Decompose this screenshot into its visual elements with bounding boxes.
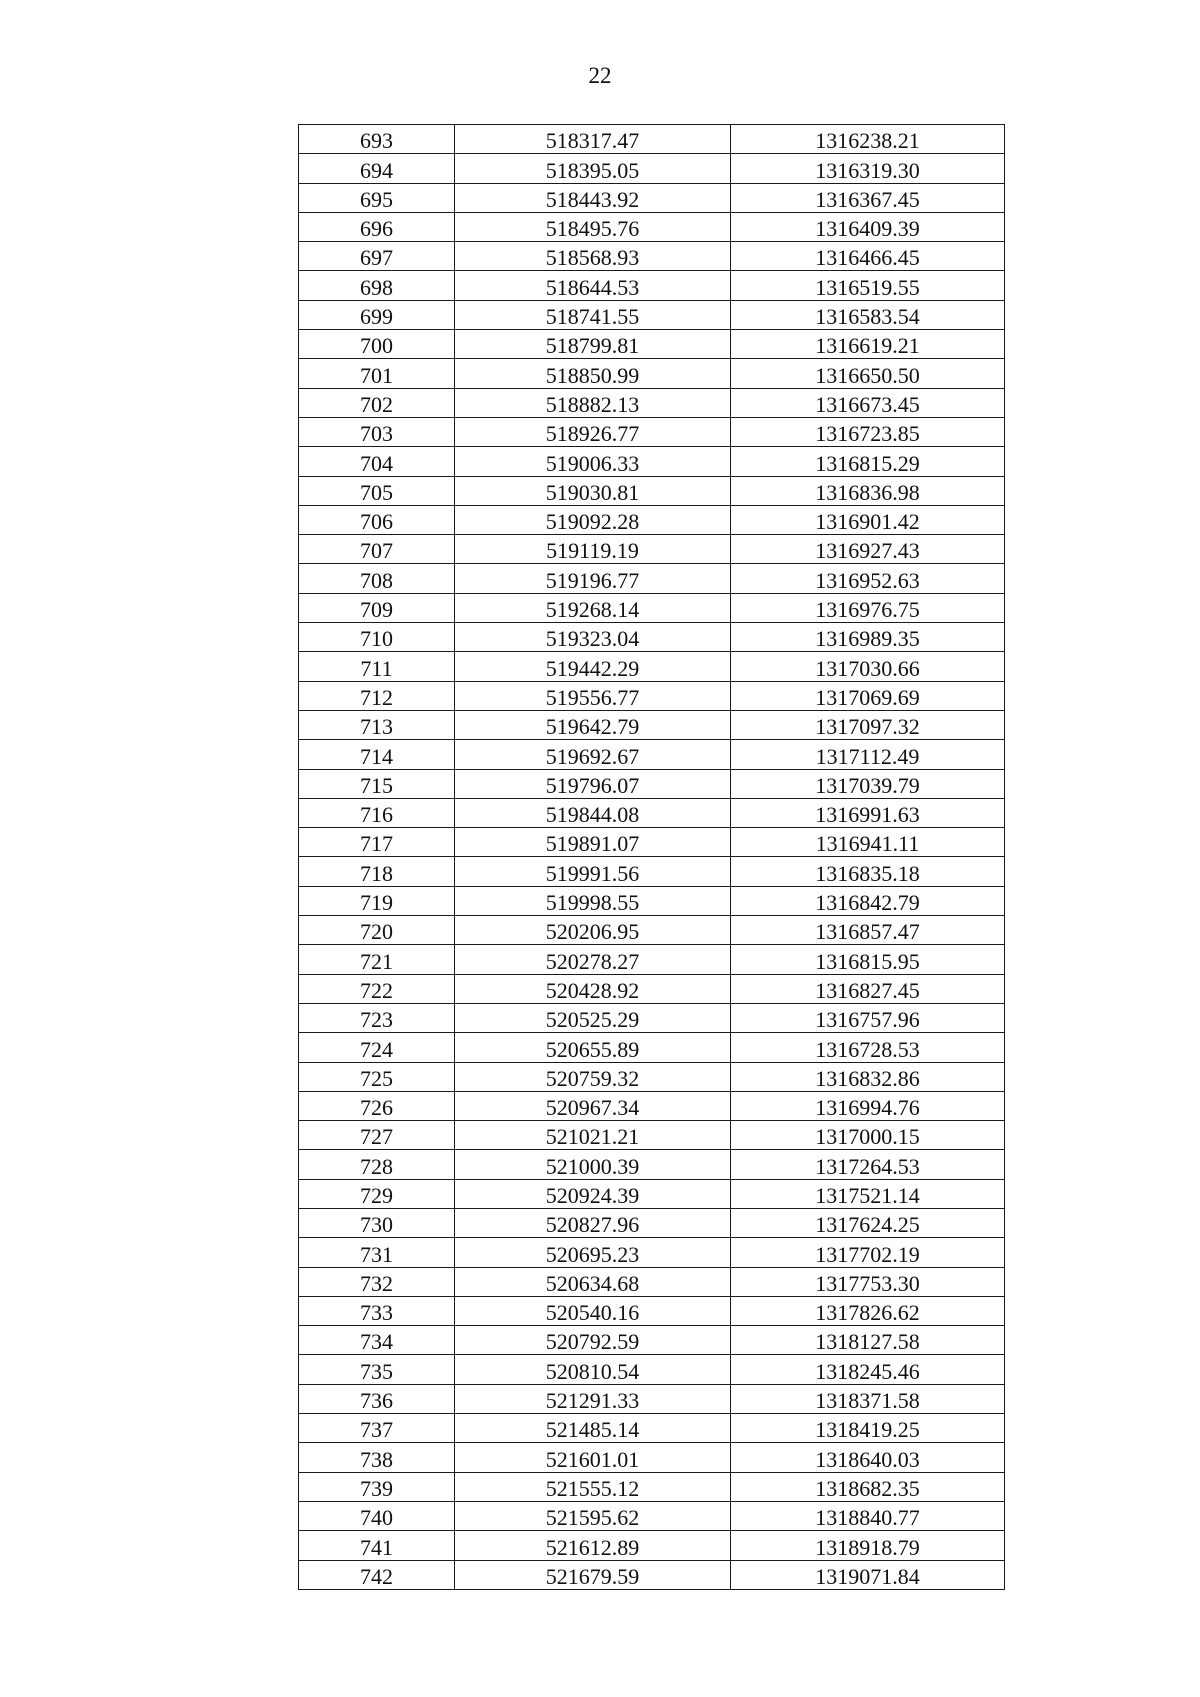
x-coordinate-cell: 519442.29 [455,652,731,681]
point-number-cell: 715 [299,769,455,798]
x-coordinate-cell: 520206.95 [455,916,731,945]
point-number-cell: 704 [299,447,455,476]
x-coordinate-cell: 519092.28 [455,505,731,534]
table-row [299,681,1005,710]
table-row [299,1267,1005,1296]
y-coordinate-cell: 1317069.69 [731,681,1005,710]
point-number-cell: 721 [299,945,455,974]
table-row [299,212,1005,241]
y-coordinate-cell: 1316466.45 [731,242,1005,271]
x-coordinate-cell: 519323.04 [455,623,731,652]
table-row [299,359,1005,388]
point-number-cell: 705 [299,476,455,505]
y-coordinate-cell: 1316319.30 [731,154,1005,183]
x-coordinate-cell: 520810.54 [455,1355,731,1384]
x-coordinate-cell: 520278.27 [455,945,731,974]
y-coordinate-cell: 1318371.58 [731,1384,1005,1413]
x-coordinate-cell: 520634.68 [455,1267,731,1296]
y-coordinate-cell: 1317753.30 [731,1267,1005,1296]
x-coordinate-cell: 518741.55 [455,300,731,329]
y-coordinate-cell: 1316815.29 [731,447,1005,476]
table-row [299,183,1005,212]
point-number-cell: 729 [299,1179,455,1208]
table-row [299,1003,1005,1032]
y-coordinate-cell: 1316815.95 [731,945,1005,974]
table-row [299,505,1005,534]
y-coordinate-cell: 1317030.66 [731,652,1005,681]
point-number-cell: 733 [299,1296,455,1325]
y-coordinate-cell: 1318419.25 [731,1414,1005,1443]
x-coordinate-cell: 519030.81 [455,476,731,505]
table-row [299,242,1005,271]
x-coordinate-cell: 519268.14 [455,593,731,622]
x-coordinate-cell: 521595.62 [455,1501,731,1530]
point-number-cell: 735 [299,1355,455,1384]
table-row [299,652,1005,681]
y-coordinate-cell: 1316901.42 [731,505,1005,534]
point-number-cell: 722 [299,974,455,1003]
table-row [299,623,1005,652]
table-row [299,1091,1005,1120]
y-coordinate-cell: 1317097.32 [731,710,1005,739]
y-coordinate-cell: 1318918.79 [731,1531,1005,1560]
x-coordinate-cell: 519991.56 [455,857,731,886]
x-coordinate-cell: 521485.14 [455,1414,731,1443]
table-row [299,1296,1005,1325]
point-number-cell: 716 [299,798,455,827]
y-coordinate-cell: 1316367.45 [731,183,1005,212]
y-coordinate-cell: 1316827.45 [731,974,1005,1003]
point-number-cell: 710 [299,623,455,652]
y-coordinate-cell: 1316757.96 [731,1003,1005,1032]
x-coordinate-cell: 518495.76 [455,212,731,241]
table-row [299,1062,1005,1091]
point-number-cell: 739 [299,1472,455,1501]
y-coordinate-cell: 1316723.85 [731,417,1005,446]
x-coordinate-cell: 521000.39 [455,1150,731,1179]
x-coordinate-cell: 520655.89 [455,1033,731,1062]
y-coordinate-cell: 1316976.75 [731,593,1005,622]
table-row [299,1355,1005,1384]
x-coordinate-cell: 518882.13 [455,388,731,417]
table-row [299,1208,1005,1237]
point-number-cell: 707 [299,535,455,564]
y-coordinate-cell: 1316650.50 [731,359,1005,388]
point-number-cell: 697 [299,242,455,271]
x-coordinate-cell: 519891.07 [455,828,731,857]
point-number-cell: 713 [299,710,455,739]
x-coordinate-cell: 519642.79 [455,710,731,739]
x-coordinate-cell: 519006.33 [455,447,731,476]
table-row [299,1560,1005,1589]
point-number-cell: 694 [299,154,455,183]
y-coordinate-cell: 1316832.86 [731,1062,1005,1091]
point-number-cell: 702 [299,388,455,417]
table-row [299,564,1005,593]
table-row [299,1472,1005,1501]
table-row [299,886,1005,915]
x-coordinate-cell: 520759.32 [455,1062,731,1091]
table-row [299,271,1005,300]
y-coordinate-cell: 1318682.35 [731,1472,1005,1501]
point-number-cell: 719 [299,886,455,915]
point-number-cell: 695 [299,183,455,212]
point-number-cell: 723 [299,1003,455,1032]
y-coordinate-cell: 1316836.98 [731,476,1005,505]
x-coordinate-cell: 520525.29 [455,1003,731,1032]
x-coordinate-cell: 521021.21 [455,1121,731,1150]
x-coordinate-cell: 518568.93 [455,242,731,271]
x-coordinate-cell: 520967.34 [455,1091,731,1120]
x-coordinate-cell: 521679.59 [455,1560,731,1589]
table-row [299,154,1005,183]
table-row [299,974,1005,1003]
point-number-cell: 742 [299,1560,455,1589]
x-coordinate-cell: 518644.53 [455,271,731,300]
y-coordinate-cell: 1318840.77 [731,1501,1005,1530]
x-coordinate-cell: 519119.19 [455,535,731,564]
page-number: 22 [588,63,612,88]
point-number-cell: 725 [299,1062,455,1091]
point-number-cell: 728 [299,1150,455,1179]
table-row [299,1414,1005,1443]
point-number-cell: 731 [299,1238,455,1267]
table-row [299,535,1005,564]
table-row [299,1443,1005,1472]
y-coordinate-cell: 1316994.76 [731,1091,1005,1120]
x-coordinate-cell: 521612.89 [455,1531,731,1560]
y-coordinate-cell: 1318127.58 [731,1326,1005,1355]
x-coordinate-cell: 518317.47 [455,125,731,154]
y-coordinate-cell: 1317264.53 [731,1150,1005,1179]
point-number-cell: 703 [299,417,455,446]
point-number-cell: 696 [299,212,455,241]
x-coordinate-cell: 519844.08 [455,798,731,827]
table-row [299,945,1005,974]
point-number-cell: 700 [299,330,455,359]
y-coordinate-cell: 1317702.19 [731,1238,1005,1267]
y-coordinate-cell: 1316619.21 [731,330,1005,359]
table-row [299,417,1005,446]
x-coordinate-cell: 519556.77 [455,681,731,710]
table-row [299,1326,1005,1355]
y-coordinate-cell: 1317000.15 [731,1121,1005,1150]
point-number-cell: 706 [299,505,455,534]
x-coordinate-cell: 518443.92 [455,183,731,212]
table-row [299,916,1005,945]
table-row [299,388,1005,417]
x-coordinate-cell: 518799.81 [455,330,731,359]
y-coordinate-cell: 1316673.45 [731,388,1005,417]
x-coordinate-cell: 520428.92 [455,974,731,1003]
point-number-cell: 740 [299,1501,455,1530]
point-number-cell: 711 [299,652,455,681]
point-number-cell: 730 [299,1208,455,1237]
coordinates-table [298,124,1005,1590]
table-row [299,710,1005,739]
y-coordinate-cell: 1316989.35 [731,623,1005,652]
y-coordinate-cell: 1316238.21 [731,125,1005,154]
point-number-cell: 714 [299,740,455,769]
point-number-cell: 736 [299,1384,455,1413]
table-row [299,1121,1005,1150]
point-number-cell: 720 [299,916,455,945]
y-coordinate-cell: 1318640.03 [731,1443,1005,1472]
y-coordinate-cell: 1316927.43 [731,535,1005,564]
point-number-cell: 718 [299,857,455,886]
x-coordinate-cell: 518850.99 [455,359,731,388]
table-row [299,857,1005,886]
point-number-cell: 737 [299,1414,455,1443]
x-coordinate-cell: 518926.77 [455,417,731,446]
x-coordinate-cell: 518395.05 [455,154,731,183]
y-coordinate-cell: 1316583.54 [731,300,1005,329]
table-row [299,1531,1005,1560]
table-row [299,740,1005,769]
y-coordinate-cell: 1316728.53 [731,1033,1005,1062]
table-row [299,1501,1005,1530]
y-coordinate-cell: 1317826.62 [731,1296,1005,1325]
y-coordinate-cell: 1316941.11 [731,828,1005,857]
x-coordinate-cell: 521601.01 [455,1443,731,1472]
y-coordinate-cell: 1316857.47 [731,916,1005,945]
x-coordinate-cell: 519796.07 [455,769,731,798]
point-number-cell: 701 [299,359,455,388]
x-coordinate-cell: 519692.67 [455,740,731,769]
x-coordinate-cell: 521555.12 [455,1472,731,1501]
y-coordinate-cell: 1316842.79 [731,886,1005,915]
x-coordinate-cell: 520695.23 [455,1238,731,1267]
table-row [299,476,1005,505]
table-row [299,1384,1005,1413]
x-coordinate-cell: 519998.55 [455,886,731,915]
point-number-cell: 698 [299,271,455,300]
x-coordinate-cell: 520540.16 [455,1296,731,1325]
table-row [299,125,1005,154]
table-row [299,300,1005,329]
table-row [299,1238,1005,1267]
x-coordinate-cell: 521291.33 [455,1384,731,1413]
point-number-cell: 717 [299,828,455,857]
y-coordinate-cell: 1316519.55 [731,271,1005,300]
point-number-cell: 727 [299,1121,455,1150]
point-number-cell: 712 [299,681,455,710]
y-coordinate-cell: 1316409.39 [731,212,1005,241]
table-row [299,447,1005,476]
y-coordinate-cell: 1317521.14 [731,1179,1005,1208]
y-coordinate-cell: 1316991.63 [731,798,1005,827]
table-row [299,1033,1005,1062]
x-coordinate-cell: 519196.77 [455,564,731,593]
point-number-cell: 732 [299,1267,455,1296]
point-number-cell: 724 [299,1033,455,1062]
y-coordinate-cell: 1317624.25 [731,1208,1005,1237]
table-row [299,798,1005,827]
table-row [299,330,1005,359]
x-coordinate-cell: 520827.96 [455,1208,731,1237]
y-coordinate-cell: 1316835.18 [731,857,1005,886]
table-row [299,1150,1005,1179]
y-coordinate-cell: 1317039.79 [731,769,1005,798]
table-row [299,828,1005,857]
table-row [299,1179,1005,1208]
x-coordinate-cell: 520792.59 [455,1326,731,1355]
point-number-cell: 693 [299,125,455,154]
y-coordinate-cell: 1319071.84 [731,1560,1005,1589]
x-coordinate-cell: 520924.39 [455,1179,731,1208]
y-coordinate-cell: 1316952.63 [731,564,1005,593]
coordinates-table-body [299,125,1005,1590]
point-number-cell: 741 [299,1531,455,1560]
table-row [299,769,1005,798]
point-number-cell: 726 [299,1091,455,1120]
point-number-cell: 738 [299,1443,455,1472]
y-coordinate-cell: 1318245.46 [731,1355,1005,1384]
point-number-cell: 709 [299,593,455,622]
table-row [299,593,1005,622]
point-number-cell: 699 [299,300,455,329]
point-number-cell: 708 [299,564,455,593]
point-number-cell: 734 [299,1326,455,1355]
y-coordinate-cell: 1317112.49 [731,740,1005,769]
